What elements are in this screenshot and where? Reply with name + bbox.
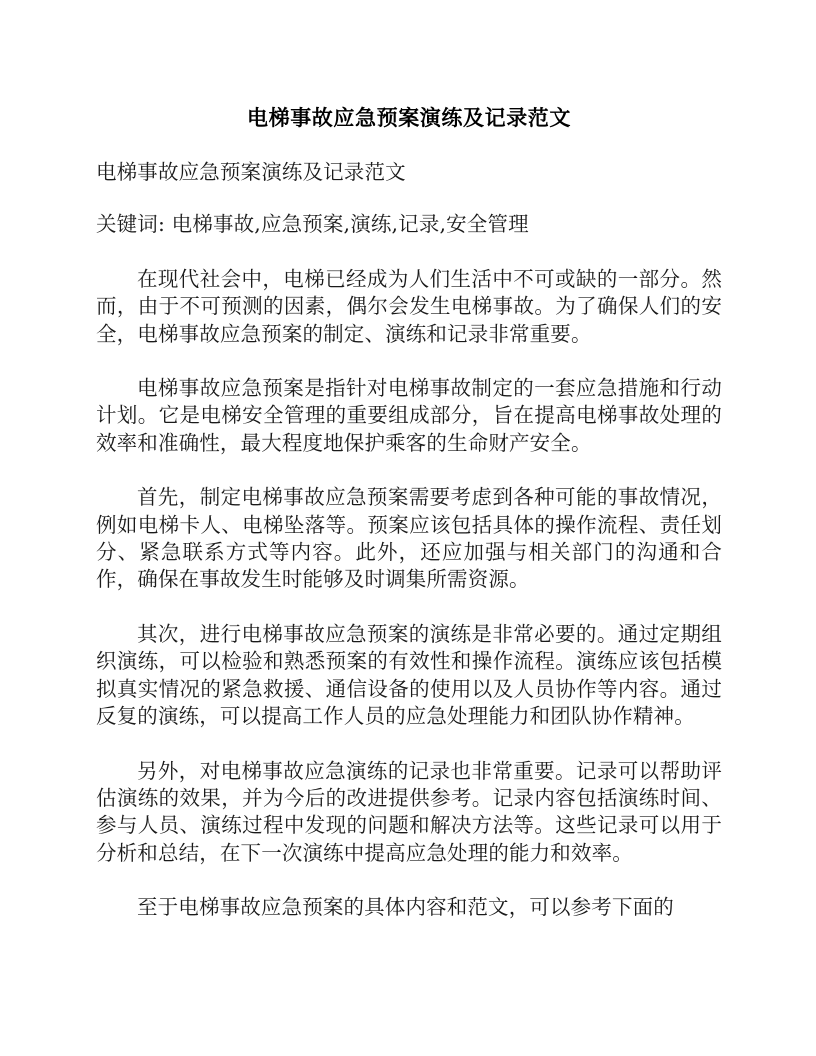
paragraph-3: 首先，制定电梯事故应急预案需要考虑到各种可能的事故情况，例如电梯卡人、电梯坠落等。预案应该包括具体的操作流程、责任划分、紧急联系方式等内容。此外，还应加强与相关部门的沟通和合作，确保在事故发生时能够及时调集所需资源。 — [96, 485, 722, 592]
paragraph-6: 至于电梯事故应急预案的具体内容和范文，可以参考下面的 — [137, 895, 674, 920]
document-subtitle: 电梯事故应急预案演练及记录范文 — [96, 160, 406, 184]
paragraph-4: 其次，进行电梯事故应急预案的演练是非常必要的。通过定期组织演练，可以检验和熟悉预案的有效性和操作流程。演练应该包括模拟真实情况的紧急救援、通信设备的使用以及人员协作等内容。通过反复的演练，可以提高工作人员的应急处理能力和团队协作精神。 — [96, 621, 722, 729]
paragraph-5: 另外，对电梯事故应急演练的记录也非常重要。记录可以帮助评估演练的效果，并为今后的改进提供参考。记录内容包括演练时间、参与人员、演练过程中发现的问题和解决方法等。这些记录可以用于分析和总结，在下一次演练中提高应急处理的能力和效率。 — [96, 758, 722, 865]
keywords-line: 关键词: 电梯事故,应急预案,演练,记录,安全管理 — [96, 212, 529, 237]
paragraph-2: 电梯事故应急预案是指针对电梯事故制定的一套应急措施和行动计划。它是电梯安全管理的重要组成部分，旨在提高电梯事故处理的效率和准确性，最大程度地保护乘客的生命财产安全。 — [96, 376, 722, 455]
document-body — [96, 0, 722, 922]
paragraph-1: 在现代社会中，电梯已经成为人们生活中不可或缺的一部分。然而，由于不可预测的因素，偶尔会发生电梯事故。为了确保人们的安全，电梯事故应急预案的制定、演练和记录非常重要。 — [96, 266, 722, 346]
page-title: 电梯事故应急预案演练及记录范文 — [247, 106, 571, 130]
